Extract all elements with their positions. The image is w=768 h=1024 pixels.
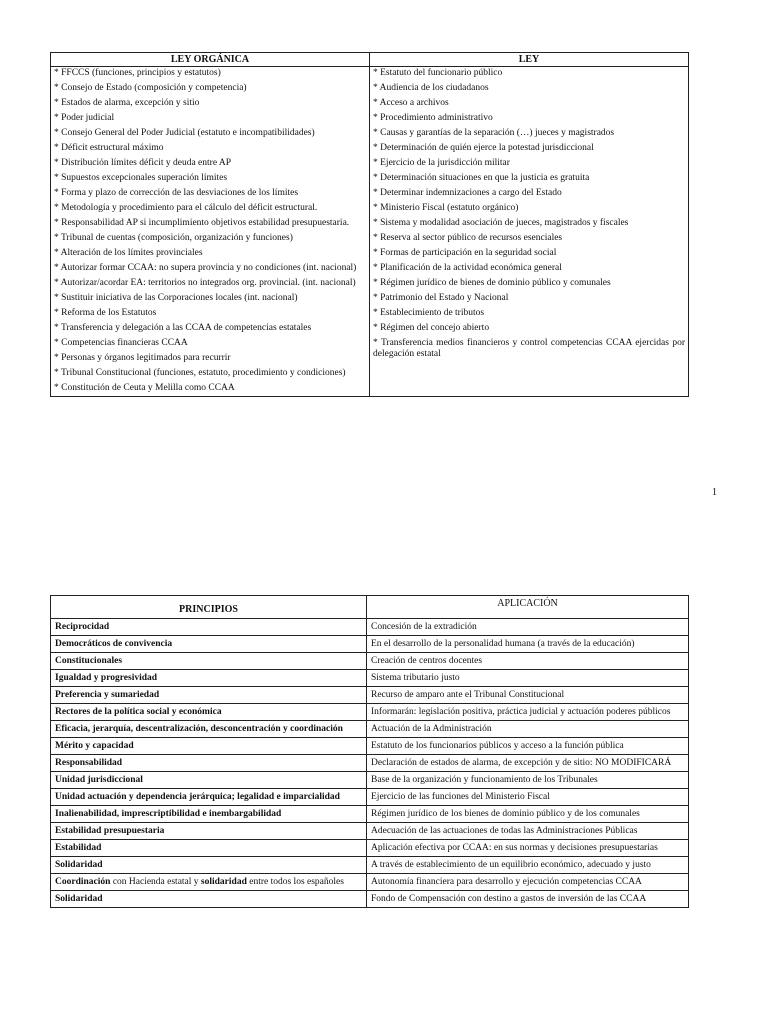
- list-item: * Establecimiento de tributos: [373, 308, 485, 318]
- list-item: * Determinación de quién ejerce la potestad jurisdiccional: [373, 143, 594, 153]
- list-item: * Autorizar formar CCAA: no supera provincia y no condiciones (int. nacional): [54, 263, 357, 273]
- application-cell: Recurso de amparo ante el Tribunal Constitucional: [367, 687, 689, 704]
- table-row: [51, 738, 689, 755]
- principle-cell: Unidad jurisdiccional: [51, 772, 367, 789]
- table-row: [51, 772, 689, 789]
- list-item: * Autorizar/acordar EA: territorios no integrados org. provincial. (int. nacional): [54, 278, 356, 288]
- application-cell: Base de la organización y funcionamiento de los Tribunales: [367, 772, 689, 789]
- list-item: * Determinación situaciones en que la justicia es gratuita: [373, 173, 590, 183]
- ley-organica-vs-ley-table: [50, 52, 689, 397]
- list-item: * Determinar indemnizaciones a cargo del Estado: [373, 188, 562, 198]
- list-item: * Audiencia de los ciudadanos: [373, 83, 489, 93]
- principle-cell: Estabilidad presupuestaria: [51, 823, 367, 840]
- list-item: * Supuestos excepcionales superación límites: [54, 173, 228, 183]
- principle-bold-part: solidaridad: [200, 877, 247, 887]
- principle-cell: Democráticos de convivencia: [51, 636, 367, 653]
- application-cell: Autonomía financiera para desarrollo y ejecución competencias CCAA: [367, 874, 689, 891]
- list-item: * Personas y órganos legitimados para recurrir: [54, 353, 231, 363]
- list-item: * Acceso a archivos: [373, 98, 449, 108]
- application-cell: Declaración de estados de alarma, de excepción y de sitio: NO MODIFICARÁ: [367, 755, 689, 772]
- principios-aplicacion-table: [50, 595, 689, 908]
- application-cell: Concesión de la extradición: [367, 619, 689, 636]
- list-item: * Formas de participación en la seguridad social: [373, 248, 557, 258]
- table-row: [51, 721, 689, 738]
- table-row: [51, 619, 689, 636]
- list-item: * Consejo General del Poder Judicial (estatuto e incompatibilidades): [54, 128, 315, 138]
- table-row: [51, 874, 689, 891]
- list-item: * Tribunal Constitucional (funciones, estatuto, procedimiento y condiciones): [54, 368, 346, 378]
- principle-cell: Eficacia, jerarquía, descentralización, desconcentración y coordinación: [51, 721, 367, 738]
- table-row: [51, 840, 689, 857]
- application-cell: A través de establecimiento de un equilibrio económico, adecuado y justo: [367, 857, 689, 874]
- application-cell: Creación de centros docentes: [367, 653, 689, 670]
- application-cell: Sistema tributario justo: [367, 670, 689, 687]
- list-item: * Patrimonio del Estado y Nacional: [373, 293, 509, 303]
- list-item: * FFCCS (funciones, principios y estatutos): [54, 68, 221, 78]
- list-item: * Forma y plazo de corrección de las desviaciones de los límites: [54, 188, 299, 198]
- application-cell: Informarán: legislación positiva, práctica judicial y actuación poderes públicos: [367, 704, 689, 721]
- list-item: * Planificación de la actividad económica general: [373, 263, 562, 273]
- principle-cell: Unidad actuación y dependencia jerárquica; legalidad e imparcialidad: [51, 789, 367, 806]
- application-cell: Ejercicio de las funciones del Ministerio Fiscal: [367, 789, 689, 806]
- list-item: * Régimen del concejo abierto: [373, 323, 490, 333]
- list-item: * Transferencia y delegación a las CCAA de competencias estatales: [54, 323, 312, 333]
- principle-bold-part: Coordinación: [55, 877, 111, 887]
- header-aplicacion: APLICACIÓN: [367, 596, 689, 619]
- application-cell: Aplicación efectiva por CCAA: en sus normas y decisiones presupuestarias: [367, 840, 689, 857]
- header-ley: LEY: [370, 53, 689, 67]
- principle-cell: [51, 874, 367, 891]
- header-ley-organica: LEY ORGÁNICA: [51, 53, 370, 67]
- principle-cell: Mérito y capacidad: [51, 738, 367, 755]
- ley-organica-list: [51, 67, 370, 397]
- principle-cell: Responsabilidad: [51, 755, 367, 772]
- application-cell: Adecuación de las actuaciones de todas las Administraciones Públicas: [367, 823, 689, 840]
- principle-cell: Inalienabilidad, imprescriptibilidad e inembargabilidad: [51, 806, 367, 823]
- list-item: * Poder judicial: [54, 113, 115, 123]
- list-item: * Transferencia medios financieros y control competencias CCAA ejercidas por delegación estatal: [373, 338, 685, 360]
- list-item: * Consejo de Estado (composición y competencia): [54, 83, 247, 93]
- table-row: [51, 891, 689, 908]
- list-item: * Ejercicio de la jurisdicción militar: [373, 158, 510, 168]
- list-item: * Estatuto del funcionario público: [373, 68, 503, 78]
- table-row: [51, 857, 689, 874]
- list-item: * Constitución de Ceuta y Melilla como CCAA: [54, 383, 235, 393]
- list-item: * Distribución límites déficit y deuda entre AP: [54, 158, 232, 168]
- ley-list: [370, 67, 689, 397]
- list-item: * Alteración de los límites provinciales: [54, 248, 203, 258]
- list-item: * Causas y garantías de la separación (…) jueces y magistrados: [373, 128, 615, 138]
- list-item: * Reserva al sector público de recursos esenciales: [373, 233, 563, 243]
- table-row: [51, 755, 689, 772]
- table-row: [51, 789, 689, 806]
- application-cell: Actuación de la Administración: [367, 721, 689, 738]
- principle-cell: Solidaridad: [51, 857, 367, 874]
- principle-cell: Constitucionales: [51, 653, 367, 670]
- list-item: * Sustituir iniciativa de las Corporaciones locales (int. nacional): [54, 293, 298, 303]
- list-item: * Déficit estructural máximo: [54, 143, 164, 153]
- list-item: * Estados de alarma, excepción y sitio: [54, 98, 200, 108]
- table-row: [51, 704, 689, 721]
- list-item: * Procedimiento administrativo: [373, 113, 493, 123]
- list-item: * Metodología y procedimiento para el cálculo del déficit estructural.: [54, 203, 318, 213]
- list-item: * Competencias financieras CCAA: [54, 338, 188, 348]
- principle-cell: Estabilidad: [51, 840, 367, 857]
- principle-cell: Solidaridad: [51, 891, 367, 908]
- principle-cell: Reciprocidad: [51, 619, 367, 636]
- principle-cell: Rectores de la política social y económica: [51, 704, 367, 721]
- table-row: [51, 653, 689, 670]
- table-row: [51, 670, 689, 687]
- principle-cell: Igualdad y progresividad: [51, 670, 367, 687]
- list-item: * Régimen jurídico de bienes de dominio público y comunales: [373, 278, 611, 288]
- list-item: * Reforma de los Estatutos: [54, 308, 157, 318]
- table-row: [51, 687, 689, 704]
- principle-normal-part: con Hacienda estatal y: [110, 877, 201, 887]
- list-item: * Sistema y modalidad asociación de jueces, magistrados y fiscales: [373, 218, 629, 228]
- table-row: [51, 636, 689, 653]
- application-cell: Fondo de Compensación con destino a gastos de inversión de las CCAA: [367, 891, 689, 908]
- list-item: * Responsabilidad AP si incumplimiento objetivos estabilidad presupuestaria.: [54, 218, 350, 228]
- principle-normal-part: entre todos los españoles: [246, 877, 344, 887]
- list-item: * Ministerio Fiscal (estatuto orgánico): [373, 203, 519, 213]
- application-cell: En el desarrollo de la personalidad humana (a través de la educación): [367, 636, 689, 653]
- principle-cell: Preferencia y sumariedad: [51, 687, 367, 704]
- table-row: [51, 806, 689, 823]
- application-cell: Estatuto de los funcionarios públicos y acceso a la función pública: [367, 738, 689, 755]
- table-row: [51, 823, 689, 840]
- application-cell: Régimen jurídico de los bienes de dominio público y de los comunales: [367, 806, 689, 823]
- page-number: 1: [712, 487, 717, 498]
- list-item: * Tribunal de cuentas (composición, organización y funciones): [54, 233, 293, 243]
- header-principios: PRINCIPIOS: [51, 596, 367, 619]
